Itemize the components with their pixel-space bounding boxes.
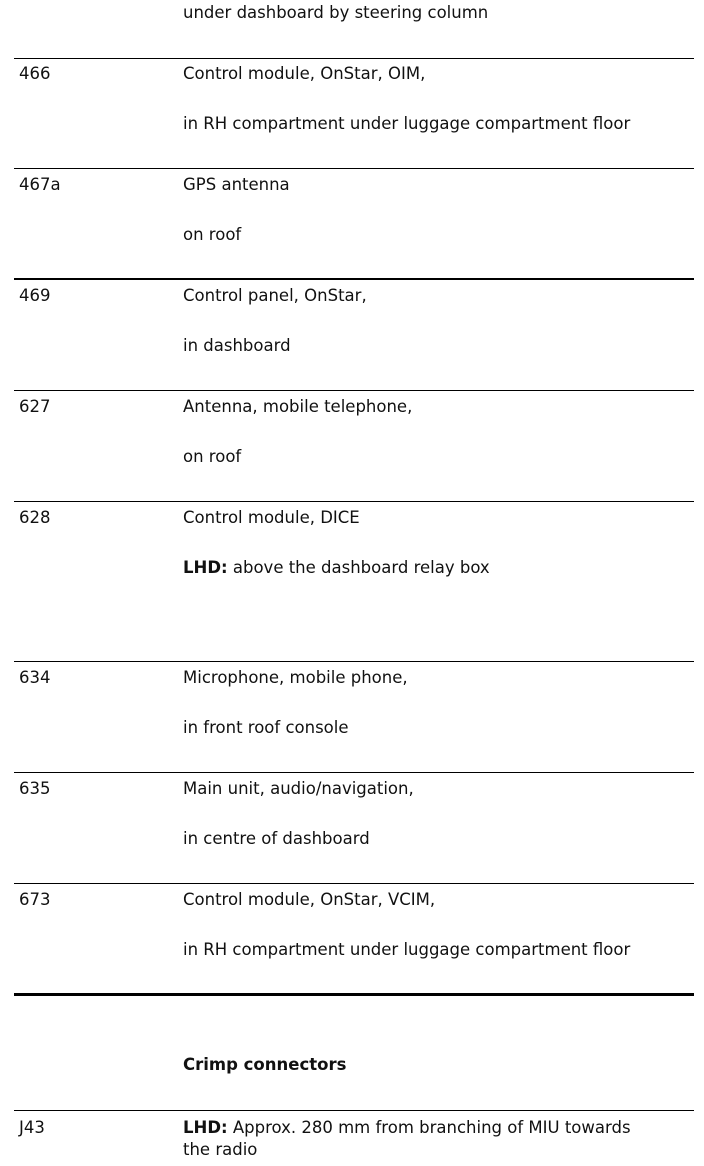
component-code: 673 — [19, 890, 51, 909]
component-description: Control module, DICE — [183, 508, 360, 527]
connector-code: J43 — [19, 1118, 45, 1137]
row-divider — [14, 168, 694, 169]
component-description: Microphone, mobile phone, — [183, 668, 408, 687]
component-description: Main unit, audio/navigation, — [183, 779, 414, 798]
component-location: on roof — [183, 447, 242, 466]
component-code: 467a — [19, 175, 61, 194]
row-divider — [14, 661, 694, 662]
component-code: 627 — [19, 397, 51, 416]
row-divider — [14, 501, 694, 502]
row-divider — [14, 1110, 694, 1111]
component-location: in RH compartment under luggage compartment floor — [183, 940, 631, 959]
component-location: in front roof console — [183, 718, 349, 737]
continuation-text: under dashboard by steering column — [183, 3, 489, 22]
component-description: GPS antenna — [183, 175, 290, 194]
component-code: 466 — [19, 64, 51, 83]
row-divider — [14, 390, 694, 391]
component-description: Antenna, mobile telephone, — [183, 397, 413, 416]
lhd-label: LHD: — [183, 1118, 228, 1137]
row-divider — [14, 883, 694, 884]
component-code: 628 — [19, 508, 51, 527]
component-location: in centre of dashboard — [183, 829, 370, 848]
component-code: 635 — [19, 779, 51, 798]
component-description: Control module, OnStar, OIM, — [183, 64, 426, 83]
component-location: in dashboard — [183, 336, 291, 355]
connector-location — [183, 1118, 631, 1137]
component-location — [183, 558, 490, 577]
component-code: 469 — [19, 286, 51, 305]
table-end-rule — [14, 993, 694, 996]
row-divider — [14, 772, 694, 773]
connector-location-line2: the radio — [183, 1140, 258, 1159]
component-code: 634 — [19, 668, 51, 687]
lhd-label: LHD: — [183, 558, 228, 577]
connector-location-line1: Approx. 280 mm from branching of MIU towards — [227, 1118, 631, 1137]
row-divider — [14, 58, 694, 59]
component-location: in RH compartment under luggage compartment floor — [183, 114, 631, 133]
row-divider — [14, 278, 694, 280]
section-heading: Crimp connectors — [183, 1055, 347, 1074]
location-text: above the dashboard relay box — [227, 558, 490, 577]
component-description: Control module, OnStar, VCIM, — [183, 890, 436, 909]
component-description: Control panel, OnStar, — [183, 286, 367, 305]
component-location: on roof — [183, 225, 242, 244]
